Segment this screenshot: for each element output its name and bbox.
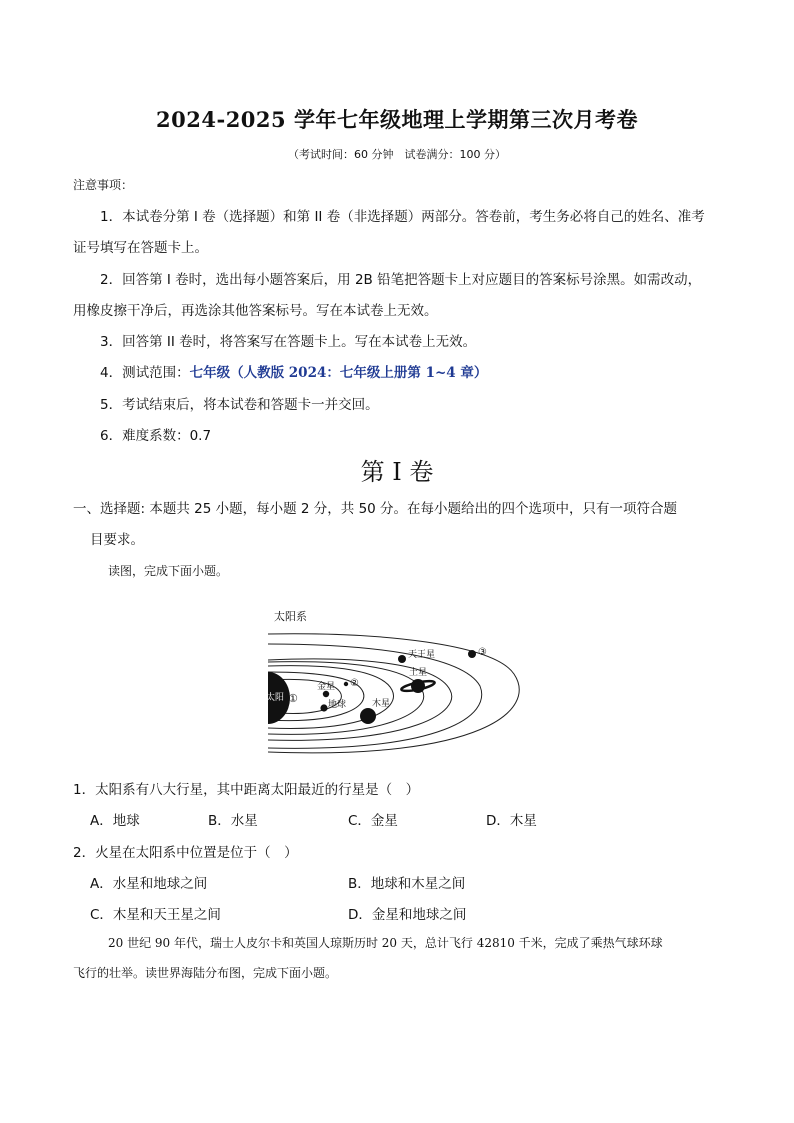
question-1-option-b: B．水星 xyxy=(208,813,258,829)
jupiter-label: 木星 xyxy=(372,699,391,709)
notice-item-1-line-1: 1．本试卷分第 I 卷（选择题）和第 II 卷（非选择题）两部分。答卷前，考生务必将自己的姓名、准考 xyxy=(100,209,705,225)
question-1-option-a: A．地球 xyxy=(90,813,140,829)
jupiter-icon xyxy=(360,708,376,724)
question-2-option-c: C．木星和天王星之间 xyxy=(90,907,221,923)
exam-subtitle: （考试时间：60 分钟 试卷满分：100 分） xyxy=(288,148,506,161)
notice-item-2-line-2: 用橡皮擦干净后，再选涂其他答案标号。写在本试卷上无效。 xyxy=(73,303,438,319)
question-2-stem: 2．火星在太阳系中位置是位于（ ） xyxy=(73,845,298,861)
question-1-option-c: C．金星 xyxy=(348,813,398,829)
saturn-icon xyxy=(401,679,436,693)
uranus-icon xyxy=(398,655,406,663)
exam-title: 2024-2025 学年七年级地理上学期第三次月考卷 xyxy=(156,107,638,132)
notice-item-2-line-1: 2．回答第 I 卷时，选出每小题答案后，用 2B 铅笔把答题卡上对应题目的答案标号涂黑。如需改动， xyxy=(100,272,702,288)
notice-item-4-prefix: 4．测试范围： xyxy=(100,365,190,381)
earth-icon xyxy=(320,704,327,711)
section-title: 第 I 卷 xyxy=(360,458,434,486)
notice-item-3: 3．回答第 II 卷时，将答案写在答题卡上。写在本试卷上无效。 xyxy=(100,334,477,350)
saturn-label: 土星 xyxy=(409,668,428,678)
planet-2-icon xyxy=(344,682,348,686)
planet-3-icon xyxy=(468,650,476,658)
question-1-stem: 1．太阳系有八大行星，其中距离太阳最近的行星是（ ） xyxy=(73,782,420,798)
sun-label: 太阳 xyxy=(266,693,285,703)
uranus-label: 天王星 xyxy=(408,650,436,660)
notice-item-1-line-2: 证号填写在答题卡上。 xyxy=(73,240,208,256)
passage-line-2: 飞行的壮举。读世界海陆分布图，完成下面小题。 xyxy=(73,966,338,980)
notice-item-6: 6．难度系数：0.7 xyxy=(100,428,212,444)
marker-1: ① xyxy=(288,692,298,705)
passage-line-1: 20 世纪 90 年代，瑞士人皮尔卡和英国人琼斯历时 20 天，总计飞行 42810 千米，完成了乘热气球环球 xyxy=(108,936,663,950)
question-2-option-d: D．金星和地球之间 xyxy=(348,907,467,923)
marker-2: ② xyxy=(350,678,359,689)
notice-item-4 xyxy=(100,361,487,381)
orbit-line xyxy=(268,644,482,748)
marker-3: ③ xyxy=(478,647,487,658)
notice-heading: 注意事项： xyxy=(73,178,134,192)
diagram-title: 太阳系 xyxy=(274,610,307,623)
question-1-option-d: D．木星 xyxy=(486,813,537,829)
question-2-option-a: A．水星和地球之间 xyxy=(90,876,208,892)
notice-item-5: 5．考试结束后，将本试卷和答题卡一并交回。 xyxy=(100,397,379,413)
section-instruction-line-2: 目要求。 xyxy=(90,532,144,548)
question-2-option-b: B．地球和木星之间 xyxy=(348,876,466,892)
section-instruction-line-1: 一、选择题: 本题共 25 小题，每小题 2 分，共 50 分。在每小题给出的四个选项中，只有一项符合题 xyxy=(73,501,678,517)
read-prompt: 读图，完成下面小题。 xyxy=(108,564,229,578)
venus-label: 金星 xyxy=(317,682,336,692)
test-scope: 七年级（人教版 2024：七年级上册第 1~4 章） xyxy=(189,365,488,381)
earth-label: 地球 xyxy=(328,700,347,710)
solar-system-diagram xyxy=(262,600,546,756)
